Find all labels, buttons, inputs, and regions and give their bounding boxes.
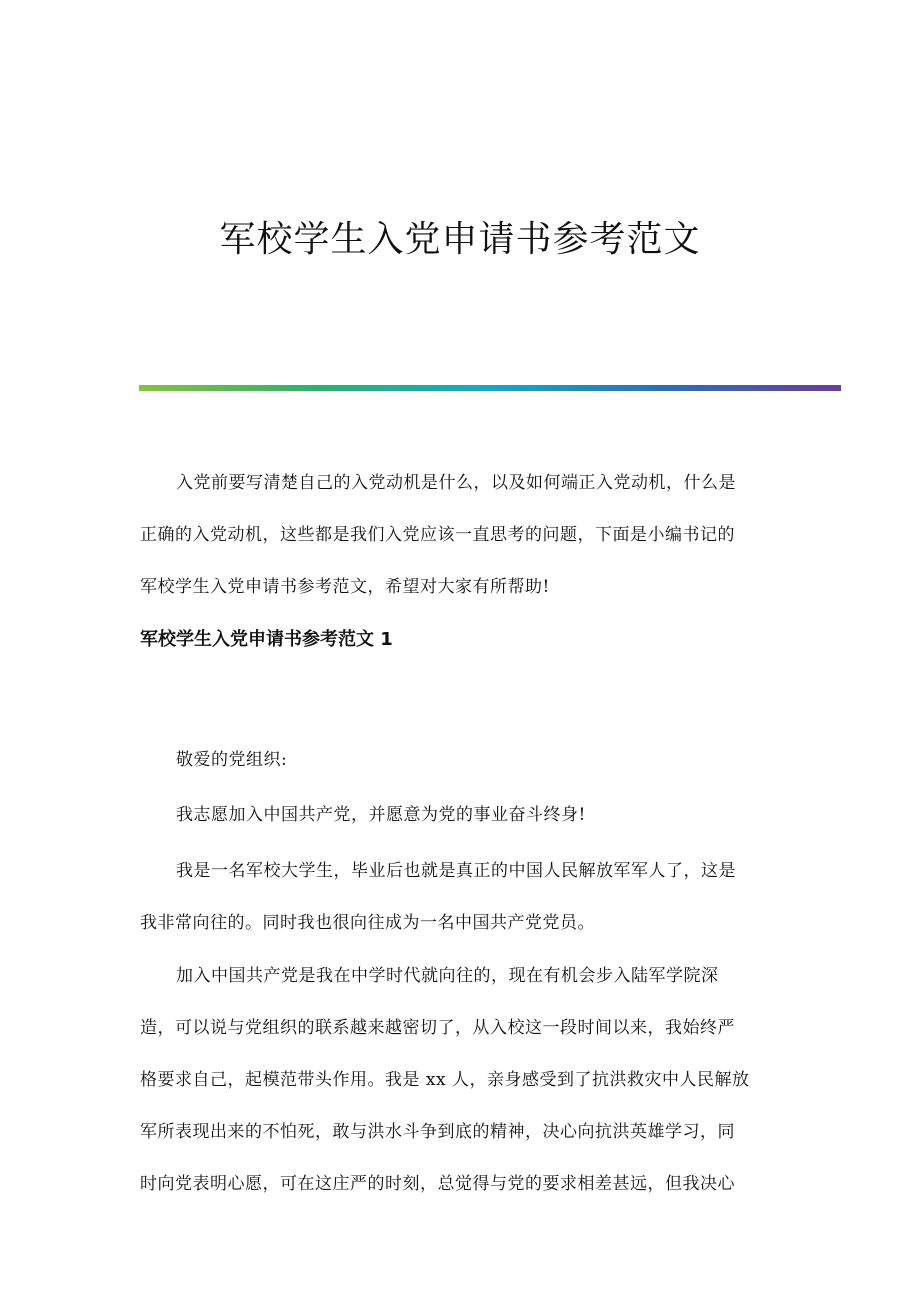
paragraph-line: 格要求自己，起模范带头作用。我是 xx 人，亲身感受到了抗洪救灾中人民解放 [140,1070,750,1090]
paragraph-1 [140,797,780,833]
document-title: 军校学生入党申请书参考范文 [219,219,701,260]
paragraph-line: 造，可以说与党组织的联系越来越密切了，从入校这一段时间以来，我始终严 [140,1018,735,1038]
intro-line: 入党前要写清楚自己的入党动机是什么，以及如何端正入党动机，什么是 [176,473,736,493]
intro-paragraph [140,465,780,605]
intro-line: 正确的入党动机，这些都是我们入党应该一直思考的问题，下面是小编书记的 [140,525,735,545]
paragraph-line: 军所表现出来的不怕死，敢与洪水斗争到底的精神，决心向抗洪英雄学习，同 [140,1122,735,1142]
intro-line: 军校学生入党申请书参考范文，希望对大家有所帮助! [140,577,550,597]
salutation [140,742,780,778]
paragraph-line: 加入中国共产党是我在中学时代就向往的，现在有机会步入陆军学院深 [176,966,719,986]
paragraph-line: 时向党表明心愿，可在这庄严的时刻，总觉得与党的要求相差甚远，但我决心 [140,1174,735,1194]
paragraph-line: 我非常向往的。同时我也很向往成为一名中国共产党党员。 [140,913,595,933]
paragraph-2 [140,853,780,941]
salutation-text: 敬爱的党组织: [176,750,288,770]
paragraph-3 [140,958,780,1202]
paragraph-line: 我志愿加入中国共产党，并愿意为党的事业奋斗终身! [176,805,586,825]
section-heading: 军校学生入党申请书参考范文 1 [140,629,393,650]
title-divider [139,385,841,391]
paragraph-line: 我是一名军校大学生，毕业后也就是真正的中国人民解放军军人了，这是 [176,861,736,881]
